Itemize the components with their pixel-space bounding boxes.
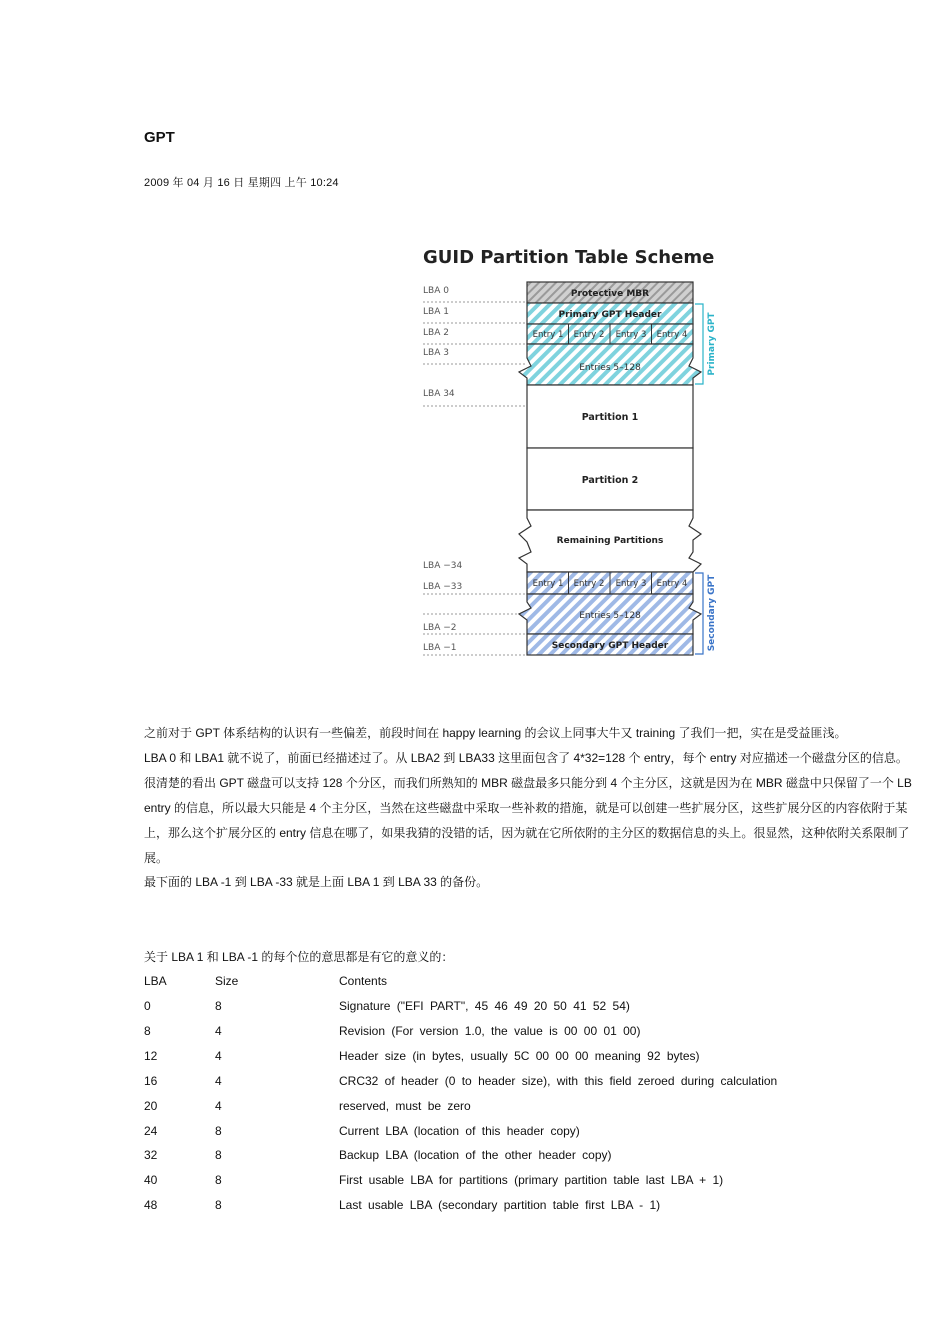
cell-lba: 16 [144, 1074, 158, 1088]
cell-size: 4 [215, 1024, 222, 1038]
cell-contents: Header size (in bytes, usually 5C 00 00 00 meaning 92 bytes) [339, 1049, 700, 1063]
cell-size: 4 [215, 1074, 222, 1088]
primary-entry-2: Entry 2 [573, 330, 605, 340]
cell-size: 8 [215, 1173, 222, 1187]
lba-label: LBA 2 [423, 328, 449, 338]
secondary-entry-3: Entry 3 [615, 579, 647, 589]
lba-label: LBA 1 [423, 307, 449, 317]
cell-contents: Revision (For version 1.0, the value is 00 00 01 00) [339, 1024, 641, 1038]
remaining-partitions-label: Remaining Partitions [556, 536, 664, 546]
partition-1-label: Partition 1 [581, 412, 639, 423]
primary-entry-3: Entry 3 [615, 330, 647, 340]
secondary-gpt-header-label: Secondary GPT Header [551, 641, 669, 651]
paragraph: 很清楚的看出 GPT 磁盘可以支持 128 个分区，而我们所熟知的 MBR 磁盘最多只能分到 4 个主分区，这就是因为在 MBR 磁盘中只保留了一个 LB [144, 776, 912, 790]
cell-contents: Signature ("EFI PART", 45 46 49 20 50 41 52 54) [339, 999, 630, 1013]
gpt-diagram [403, 222, 746, 687]
cell-size: 4 [215, 1099, 222, 1113]
lba-label: LBA −33 [423, 582, 463, 592]
cell-lba: 20 [144, 1099, 158, 1113]
primary-entries-5-128-label: Entries 5–128 [579, 363, 641, 373]
cell-size: 8 [215, 1198, 222, 1212]
cell-size: 8 [215, 999, 222, 1013]
primary-gpt-side-label: Primary GPT [707, 312, 717, 376]
table-intro: 关于 LBA 1 和 LBA -1 的每个位的意思都是有它的意义的： [144, 950, 454, 964]
cell-contents: CRC32 of header (0 to header size), with this field zeroed during calculation [339, 1074, 778, 1088]
lba-label: LBA 0 [423, 286, 449, 296]
document-title: GPT [144, 129, 175, 146]
cell-contents: First usable LBA for partitions (primary partition table last LBA + 1) [339, 1173, 724, 1187]
column-header: Size [215, 974, 239, 988]
secondary-gpt-side-label: Secondary GPT [707, 574, 717, 652]
lba-label: LBA −34 [423, 561, 463, 571]
lba-label: LBA 34 [423, 389, 455, 399]
lba-label: LBA −1 [423, 643, 457, 653]
gpt-diagram-figure [403, 222, 746, 687]
diagram-title: GUID Partition Table Scheme [423, 247, 715, 268]
cell-contents: Current LBA (location of this header copy) [339, 1124, 580, 1138]
cell-size: 8 [215, 1148, 222, 1162]
primary-entry-1: Entry 1 [532, 330, 564, 340]
cell-lba: 8 [144, 1024, 151, 1038]
cell-contents: Backup LBA (location of the other header copy) [339, 1148, 612, 1162]
cell-lba: 12 [144, 1049, 158, 1063]
primary-entry-4: Entry 4 [656, 330, 688, 340]
partition-2-label: Partition 2 [581, 475, 639, 486]
lba-label: LBA 3 [423, 348, 449, 358]
primary-gpt-header-label: Primary GPT Header [558, 310, 662, 320]
column-header: Contents [339, 974, 388, 988]
protective-mbr-label: Protective MBR [570, 289, 650, 299]
paragraph: entry 的信息，所以最大只能是 4 个主分区，当然在这些磁盘中采取一些补救的措施，就是可以创建一些扩展分区，这些扩展分区的内容依附于某 [144, 801, 908, 815]
column-header: LBA [144, 974, 167, 988]
lba-label: LBA −2 [423, 623, 457, 633]
secondary-entry-1: Entry 1 [532, 579, 564, 589]
secondary-entry-4: Entry 4 [656, 579, 688, 589]
post-date: 2009 年 04 月 16 日 星期四 上午 10:24 [144, 177, 339, 189]
paragraph: 之前对于 GPT 体系结构的认识有一些偏差，前段时间在 happy learning 的会议上同事大牛又 training 了我们一把，实在是受益匪浅。 [144, 726, 847, 740]
paragraph: LBA 0 和 LBA1 就不说了，前面已经描述过了。从 LBA2 到 LBA33 这里面包含了 4*32=128 个 entry，每个 entry 对应描述一个磁盘分区的信息。 [144, 751, 908, 765]
paragraph: 展。 [144, 851, 169, 865]
cell-size: 8 [215, 1124, 222, 1138]
cell-lba: 32 [144, 1148, 158, 1162]
paragraph: 最下面的 LBA -1 到 LBA -33 就是上面 LBA 1 到 LBA 33 的备份。 [144, 875, 489, 889]
cell-lba: 40 [144, 1173, 158, 1187]
cell-lba: 48 [144, 1198, 158, 1212]
secondary-entry-2: Entry 2 [573, 579, 605, 589]
cell-contents: reserved, must be zero [339, 1099, 471, 1113]
cell-lba: 0 [144, 999, 151, 1013]
cell-lba: 24 [144, 1124, 158, 1138]
cell-size: 4 [215, 1049, 222, 1063]
secondary-entries-5-128-label: Entries 5–128 [579, 611, 641, 621]
cell-contents: Last usable LBA (secondary partition table first LBA - 1) [339, 1198, 661, 1212]
paragraph: 上，那么这个扩展分区的 entry 信息在哪了，如果我猜的没错的话，因为就在它所依附的主分区的数据信息的头上。很显然，这种依附关系限制了 [144, 826, 910, 840]
